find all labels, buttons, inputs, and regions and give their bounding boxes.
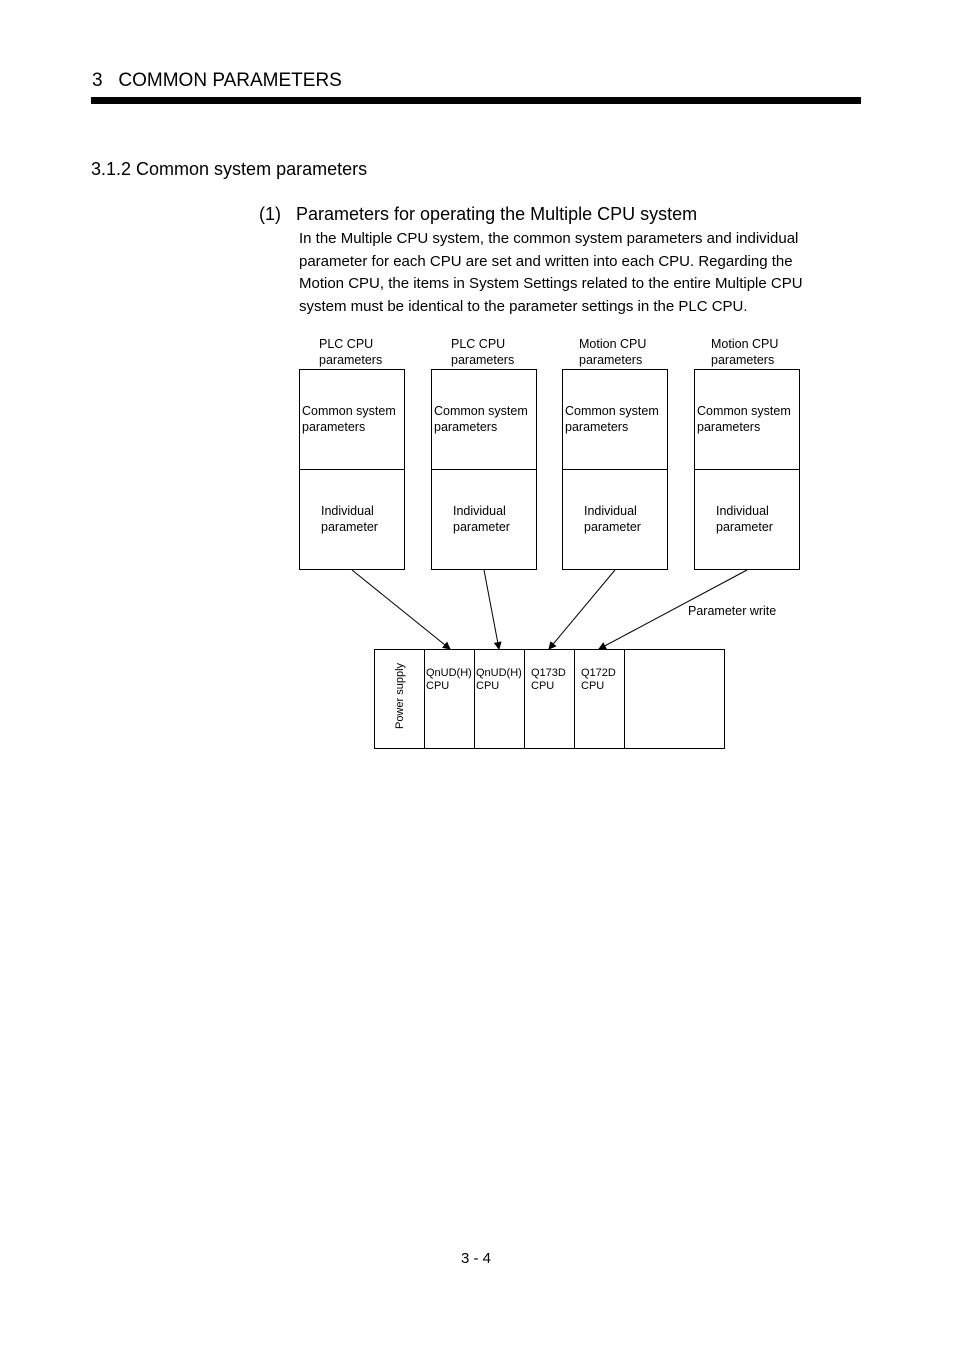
- slot-divider: [474, 650, 475, 748]
- arrow-2: [484, 570, 499, 649]
- individual-line2: parameter: [453, 519, 510, 534]
- common-line1: Common system: [302, 404, 396, 418]
- arrow-3: [549, 570, 615, 649]
- cpu-rack: [374, 649, 725, 749]
- slot-line1: Q173D: [531, 667, 566, 679]
- common-line2: parameters: [434, 419, 498, 434]
- param-set-title-line1: PLC CPU: [319, 337, 374, 351]
- slot-line2: CPU: [581, 680, 605, 692]
- param-set-title-line1: Motion CPU: [711, 337, 779, 351]
- param-set-title-line2: parameters: [711, 352, 775, 367]
- arrow-1: [352, 570, 450, 649]
- individual-line2: parameter: [321, 519, 378, 534]
- param-set-title-line2: parameters: [451, 352, 515, 367]
- parameter-write-label: Parameter write: [688, 604, 777, 618]
- slot-divider: [524, 650, 525, 748]
- slot-divider: [574, 650, 575, 748]
- param-set-title-line1: Motion CPU: [579, 337, 647, 351]
- slot-line2: CPU: [531, 680, 555, 692]
- slot-cpu-3: [531, 667, 566, 693]
- slot-divider: [624, 650, 625, 748]
- param-set-title-line2: parameters: [579, 352, 643, 367]
- slot-line1: QnUD(H): [476, 667, 522, 679]
- chapter-header: 3 COMMON PARAMETERS: [92, 70, 342, 91]
- body-paragraph: In the Multiple CPU system, the common system parameters and individual parameter for each CPU are set and written into each CPU. Regarding the Motion CPU, the items in System Settings related to the entire Multiple CPU system must be identical to the parameter settings in the PLC CPU.: [299, 230, 803, 315]
- slot-cpu-1: [426, 667, 472, 693]
- common-line2: parameters: [697, 419, 761, 434]
- individual-line1: Individual: [584, 504, 637, 518]
- common-line1: Common system: [434, 404, 528, 418]
- page-number: 3 - 4: [461, 1250, 492, 1267]
- slot-divider: [424, 650, 425, 748]
- item-title: (1) Parameters for operating the Multiple CPU system: [259, 204, 698, 224]
- individual-line2: parameter: [716, 519, 773, 534]
- individual-line1: Individual: [453, 504, 506, 518]
- individual-line2: parameter: [584, 519, 641, 534]
- common-line1: Common system: [697, 404, 791, 418]
- individual-line1: Individual: [321, 504, 374, 518]
- common-line2: parameters: [302, 419, 366, 434]
- slot-line1: Q172D: [581, 667, 616, 679]
- slot-line2: CPU: [426, 680, 450, 692]
- param-set-title-line1: PLC CPU: [451, 337, 506, 351]
- common-line1: Common system: [565, 404, 659, 418]
- section-title: 3.1.2 Common system parameters: [91, 159, 368, 179]
- slot-line2: CPU: [476, 680, 500, 692]
- slot-cpu-4: [581, 667, 616, 693]
- slot-cpu-2: [476, 667, 522, 693]
- slot-line1: QnUD(H): [426, 667, 472, 679]
- common-line2: parameters: [565, 419, 629, 434]
- individual-line1: Individual: [716, 504, 769, 518]
- param-set-title-line2: parameters: [319, 352, 383, 367]
- power-supply-label: Power supply: [394, 662, 406, 730]
